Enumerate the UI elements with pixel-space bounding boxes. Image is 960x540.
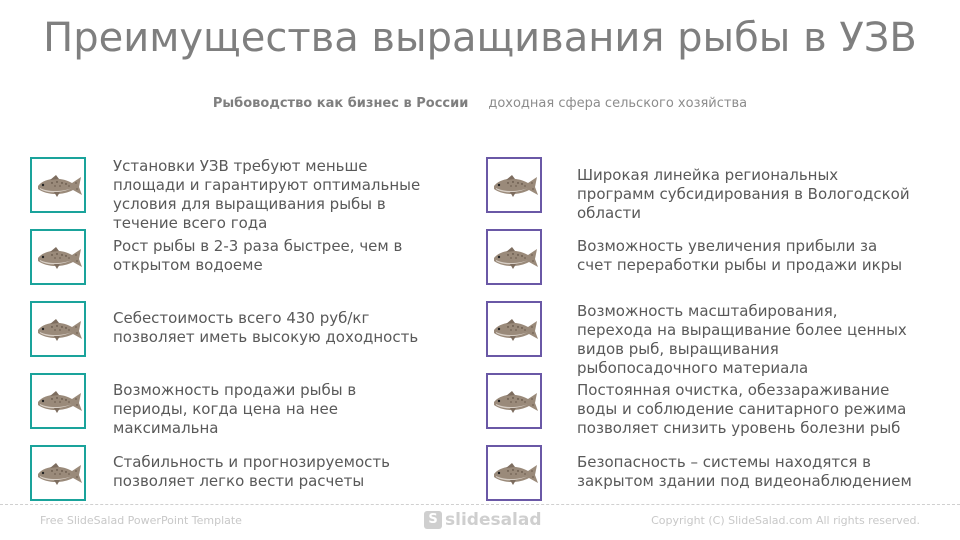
left-benefit-text: Себестоимость всего 430 руб/кг позволяет иметь высокую доходность [113, 309, 419, 346]
fish-icon [486, 445, 542, 501]
right-benefit-text: Возможность увеличения прибыли за счет переработки рыбы и продажи икры [577, 237, 903, 274]
fish-icon [30, 229, 86, 285]
right-benefit-text: Возможность масштабирования, перехода на выращивание более ценных видов рыб, выращивания рыбопосадочного материала [577, 302, 907, 377]
logo-word: slidesalad [445, 510, 542, 530]
left-benefit-text: Рост рыбы в 2-3 раза быстрее, чем в открытом водоеме [113, 237, 403, 274]
page-title: Преимущества выращивания рыбы в УЗВ [43, 15, 917, 61]
subtitle-left: Рыбоводство как бизнес в России [212, 96, 469, 111]
subtitle-right: доходная сфера сельского хозяйства [488, 96, 748, 111]
left-benefit-text: Возможность продажи рыбы в периоды, когда цена на нее максимальна [113, 381, 357, 437]
slidesalad-logo [424, 510, 542, 530]
left-benefit-text: Установки УЗВ требуют меньше площади и гарантируют оптимальные условия для выращивания рыбы в течение всего года [113, 157, 421, 232]
footer-copyright: Copyright (C) SlideSalad.com All rights reserved. [651, 514, 920, 527]
fish-icon [30, 373, 86, 429]
footer-left-text: Free SlideSalad PowerPoint Template [40, 514, 242, 527]
right-benefit-text: Широкая линейка региональных программ субсидирования в Вологодской области [577, 166, 910, 222]
fish-icon [30, 157, 86, 213]
fish-icon [486, 157, 542, 213]
fish-icon [30, 301, 86, 357]
right-benefit-text: Безопасность – системы находятся в закрытом здании под видеонаблюдением [577, 453, 912, 490]
footer-divider [0, 504, 960, 505]
fish-icon [486, 373, 542, 429]
fish-icon [486, 301, 542, 357]
right-benefit-text: Постоянная очистка, обеззараживание воды и соблюдение санитарного режима позволяет снизить уровень болезни рыб [577, 381, 907, 437]
fish-icon [486, 229, 542, 285]
left-benefit-text: Стабильность и прогнозируемость позволяет легко вести расчеты [113, 453, 390, 490]
subtitle [0, 96, 960, 111]
logo-mark: S [424, 511, 442, 529]
fish-icon [30, 445, 86, 501]
